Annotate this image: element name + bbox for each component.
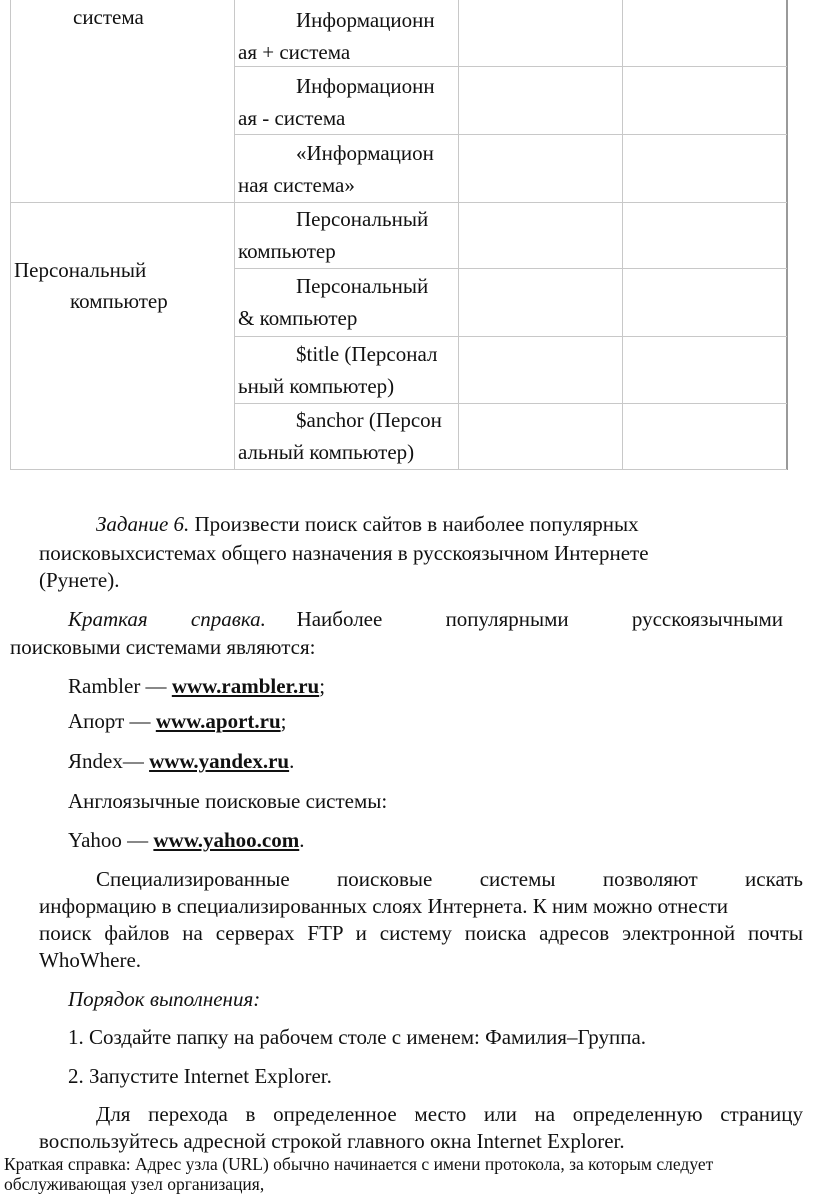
table-cell-sistema: система: [73, 5, 144, 29]
engine-end: ;: [280, 709, 287, 733]
query-line2: ная система»: [238, 173, 355, 197]
specialized-line2: информацию в специализированных слоях Интернета. К ним можно отнести: [39, 894, 729, 918]
table-row-divider: [234, 336, 787, 337]
engine-rambler: [68, 671, 325, 701]
table-border-right: [786, 0, 788, 470]
procedure-step2: 2. Запустите Internet Explorer.: [68, 1064, 332, 1088]
task6-line1: [96, 509, 639, 539]
query-line2: ая - система: [238, 106, 346, 130]
specialized-line1: Специализированные поисковые системы позволяют искать: [96, 867, 803, 891]
task6-line3: (Рунете).: [39, 568, 120, 592]
table-cell-pc-line2: компьютер: [70, 289, 168, 313]
query-line1: $title (Персонал: [296, 342, 438, 366]
procedure-step1: 1. Создайте папку на рабочем столе с именем: Фамилия–Группа.: [68, 1025, 647, 1049]
table-row-divider: [234, 268, 787, 269]
query-line1: Информационн: [296, 74, 435, 98]
navigation-line2: воспользуйтесь адресной строкой главного окна Internet Explorer.: [39, 1129, 625, 1153]
yandex-link[interactable]: www.yandex.ru: [149, 749, 290, 773]
engine-end: .: [289, 749, 295, 773]
table-row: [238, 404, 460, 468]
aport-link[interactable]: www.aport.ru: [155, 709, 281, 733]
engine-yandex: [68, 746, 294, 776]
procedure-heading: Порядок выполнения:: [68, 987, 261, 1011]
table-border-col1: [234, 0, 235, 470]
table-row: [238, 203, 460, 267]
engine-name: Yahoo —: [68, 828, 154, 852]
brief-line2: поисковыми системами являются:: [10, 635, 316, 659]
engine-aport: [68, 706, 287, 736]
query-line2: & компьютер: [238, 306, 358, 330]
english-engines-heading: Англоязычные поисковые системы:: [68, 789, 388, 813]
engine-name: Апорт —: [68, 709, 156, 733]
engine-end: .: [299, 828, 305, 852]
brief-text: Наиболее популярными русскоязычными: [296, 607, 783, 631]
engine-yahoo: [68, 825, 304, 855]
query-line2: ьный компьютер): [238, 374, 395, 398]
rambler-link[interactable]: www.rambler.ru: [171, 674, 320, 698]
brief-line1: [68, 604, 783, 634]
query-line1: $anchor (Персон: [296, 408, 442, 432]
query-line1: Персональный: [296, 207, 429, 231]
table-border-col3: [622, 0, 623, 470]
table-row-divider: [234, 134, 787, 135]
table-bottom-border: [10, 469, 787, 470]
task6-line2: поисковыхсистемах общего назначения в русскоязычном Интернете: [39, 541, 649, 565]
footnote-line1: Краткая справка: Адрес узла (URL) обычно начинается с имени протокола, за которым следует: [4, 1154, 714, 1174]
table-border-left: [10, 0, 11, 470]
task6-label: Задание 6.: [96, 512, 190, 536]
specialized-line3: поиск файлов на серверах FTP и систему поиска адресов электронной почты: [39, 921, 803, 945]
navigation-line1: Для перехода в определенное место или на определенную страницу: [96, 1102, 803, 1126]
yahoo-link[interactable]: www.yahoo.com: [153, 828, 300, 852]
query-line1: Информационн: [296, 8, 435, 32]
engine-end: ;: [319, 674, 326, 698]
table-row: [238, 70, 460, 134]
task6-text: Произвести поиск сайтов в наиболее популярных: [189, 512, 639, 536]
table-row: [238, 4, 460, 68]
table-cell-pc-line1: Персональный: [14, 258, 147, 282]
footnote-line2: обслуживающая узел организация,: [4, 1174, 265, 1194]
table-row: [238, 137, 460, 201]
query-line2: ая + система: [238, 40, 351, 64]
engine-name: Rambler —: [68, 674, 172, 698]
engine-name: Яndex—: [68, 749, 150, 773]
table-row: [238, 270, 460, 334]
query-line1: «Информацион: [296, 141, 434, 165]
table-row: [238, 338, 460, 402]
brief-label: Краткая справка.: [68, 607, 266, 631]
query-line1: Персональный: [296, 274, 429, 298]
specialized-line4: WhoWhere.: [39, 948, 142, 972]
query-line2: компьютер: [238, 239, 336, 263]
query-line2: альный компьютер): [238, 440, 415, 464]
